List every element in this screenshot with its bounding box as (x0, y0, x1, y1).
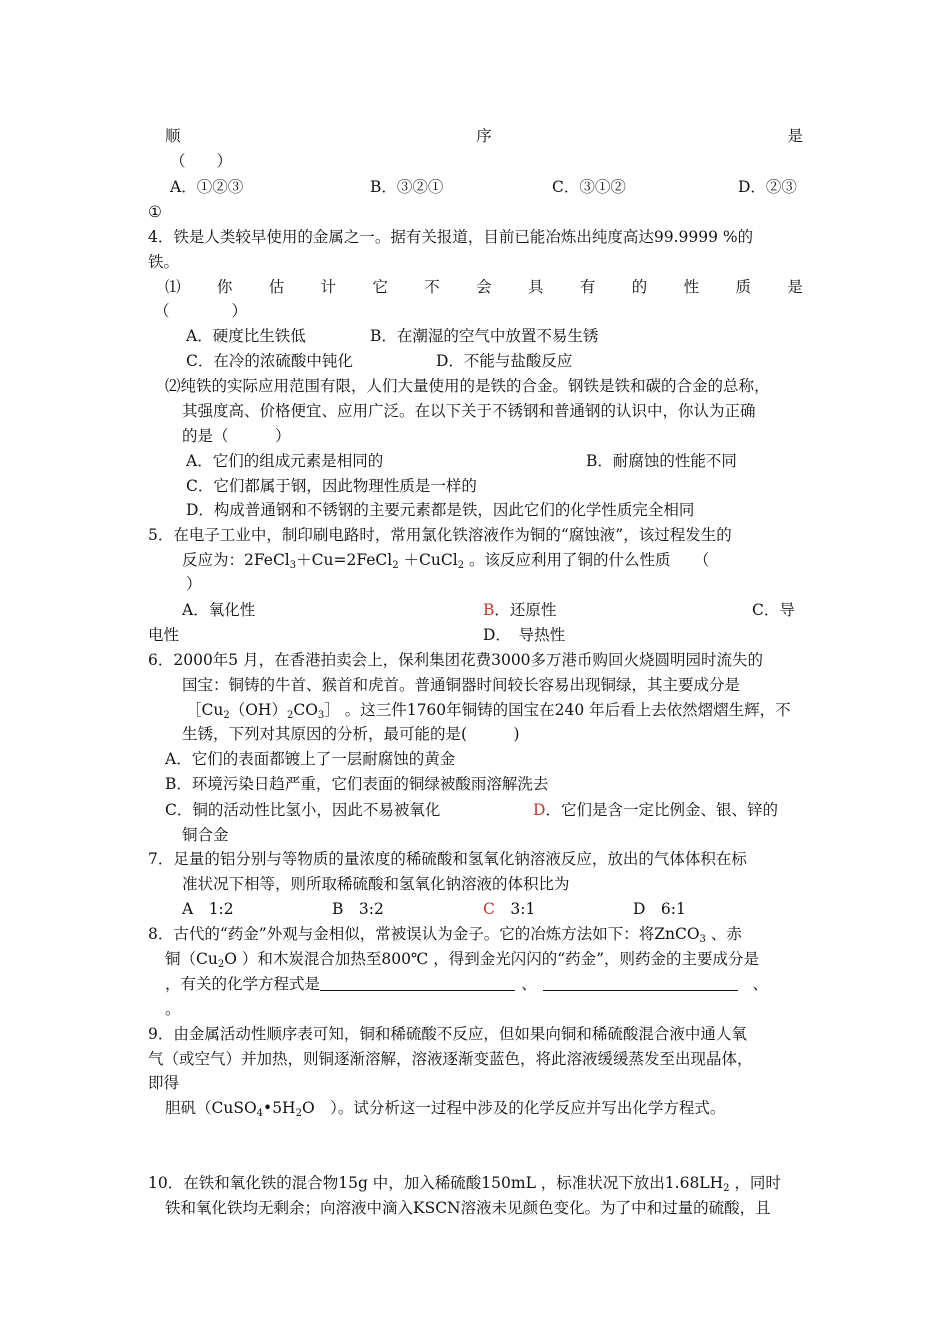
q4-p1-option-a: A．硬度比生铁低 (186, 327, 306, 345)
q10-stem-line1: 10．在铁和氧化铁的混合物15g 中，加入稀硫酸150mL ，标准状况下放出$1.68LH_2$ ，同时 (148, 1174, 781, 1194)
q7-stem-line2: 准状况下相等，则所取稀硫酸和氢氧化钠溶液的体积比为 (182, 875, 570, 893)
q4-p2-option-d: D．构成普通钢和不锈钢的主要元素都是铁，因此它们的化学性质完全相同 (186, 501, 695, 519)
q4-p1-char: 具 (528, 278, 544, 296)
q6-stem-line1: 6．2000年5 月，在香港拍卖会上，保利集团花费3000多万港币购回火烧圆明园时流失的 (148, 651, 764, 669)
q5-option-c: C．导 (752, 601, 795, 619)
q6-stem-line2: 国宝：铜铸的牛首、猴首和虎首。普通铜器时间较长容易出现铜绿，其主要成分是 (182, 676, 741, 694)
q3-option-a: A．①②③ (170, 178, 244, 196)
q3-option-d-tail: ① (148, 203, 162, 221)
q5-stem-line1: 5．在电子工业中，制印刷电路时，常用氯化铁溶液作为铜的“腐蚀液”，该过程发生的 (148, 526, 732, 544)
q6-option-b: B．环境污染日趋严重，它们表面的铜绿被酸雨溶解洗去 (165, 775, 549, 793)
q5-option-b: B．还原性 (483, 601, 557, 619)
q4-p1-char: 会 (476, 278, 492, 296)
q4-part1-stem-justified (165, 277, 803, 297)
q6-option-d: D．它们是含一定比例金、银、锌的 (533, 801, 778, 819)
q5-answer-mark: B (483, 601, 495, 619)
q5-option-a: A．氧化性 (182, 601, 256, 619)
q3-option-d: D．②③ (738, 178, 797, 196)
q4-p1-char: 有 (579, 278, 596, 296)
q4-p1-char: 性 (683, 278, 700, 296)
q4-part1-paren: （ ） (154, 302, 248, 320)
q9-stem-line1: 9．由金属活动性顺序表可知，铜和稀硫酸不反应，但如果向铜和稀硫酸混合液中通人氧 (148, 1025, 747, 1043)
q4-p1-option-c: C．在冷的浓硫酸中钝化 (186, 352, 353, 370)
q8-stem-line4: 。 (165, 1000, 181, 1018)
q4-p1-char: 质 (735, 278, 751, 296)
q4-stem-line2: 铁。 (148, 253, 180, 271)
q7-option-b: B 3:2 (332, 900, 384, 918)
q4-p2-option-b: B．耐腐蚀的性能不同 (586, 452, 737, 470)
q3-stem-justified (165, 126, 803, 146)
q3-char: 序 (476, 127, 492, 145)
q7-option-a: A 1:2 (182, 900, 234, 918)
q8-stem-line3: ，有关的化学方程式是 、 、 (165, 975, 769, 993)
q5-stem-line2: 反应为：2FeCl$_3$＋Cu=2FeCl$_2$ ＋CuCl$_2$ 。该反应利用了铜的什么性质 （ (182, 551, 710, 571)
q4-p1-char: 你 (216, 278, 233, 296)
q6-answer-mark: D (533, 801, 546, 819)
q4-p1-char: 计 (320, 278, 337, 296)
q8-stem-line1: 8．古代的“药金”外观与金相似，常被误认为金子。它的冶炼方法如下：将ZnCO$_3$ 、赤 (148, 925, 742, 945)
q5-stem-line3: ） (186, 575, 202, 593)
q9-stem-line3: 即得 (148, 1074, 180, 1092)
q3-char: 是 (787, 127, 803, 145)
q6-stem-line4: 生锈，下列对其原因的分析，最可能的是( ) (182, 725, 520, 743)
q7-answer-mark: C (483, 900, 495, 918)
q9-stem-line4: 胆矾（$CuSO_4•5H_2O$ ）。试分析这一过程中涉及的化学反应并写出化学方程式。 (165, 1099, 726, 1119)
q4-p1-char: 不 (424, 278, 440, 296)
q4-part2-line2: 其强度高、价格便宜、应用广泛。在以下关于不锈钢和普通钢的认识中，你认为正确 (182, 402, 756, 420)
q8-stem-line2: 铜（$Cu_2O$ ）和木炭混合加热至800℃ ，得到金光闪闪的“药金”，则药金的主要成分是 (165, 950, 760, 970)
q8-answer-blank-1[interactable] (320, 976, 515, 991)
q8-answer-blank-2[interactable] (543, 976, 738, 991)
q6-option-c: C．铜的活动性比氢小，因此不易被氧化 (165, 801, 441, 819)
q4-p2-option-a: A．它们的组成元素是相同的 (186, 452, 384, 470)
q4-p1-char: 的 (631, 278, 648, 296)
q4-p2-option-c: C．它们都属于钢，因此物理性质是一样的 (186, 477, 477, 495)
q4-part2-line1: ⑵纯铁的实际应用范围有限，人们大量使用的是铁的合金。钢铁是铁和碳的合金的总称， (165, 377, 770, 395)
q4-p1-option-d: D．不能与盐酸反应 (436, 352, 573, 370)
q4-p1-option-b: B．在潮湿的空气中放置不易生锈 (370, 327, 599, 345)
q7-option-d: D 6:1 (633, 900, 686, 918)
q6-stem-line3: $[Cu_2(OH)_2CO_3]$ 。这三件1760年铜铸的国宝在240 年后看上去依然熠熠生辉，不 (186, 701, 791, 721)
q3-char: 顺 (165, 127, 181, 145)
q4-part2-line3: 的是（ ） (182, 427, 291, 445)
q4-p1-char: 估 (268, 278, 285, 296)
q6-option-d-tail: 铜合金 (182, 826, 229, 844)
q4-stem-line1: 4．铁是人类较早使用的金属之一。据有关报道，目前已能冶炼出纯度高达99.9999 %的 (148, 228, 754, 246)
q3-answer-paren: （ ） (170, 152, 233, 170)
q4-p1-char: 它 (372, 278, 388, 296)
q10-stem-line2: 铁和氧化铁均无剩余；向溶液中滴入KSCN溶液未见颜色变化。为了中和过量的硫酸，且 (165, 1199, 771, 1217)
q7-option-c: C 3:1 (483, 900, 536, 918)
q4-p1-char: ⑴ (165, 278, 181, 296)
q5-option-d: D． 导热性 (483, 626, 566, 644)
q5-option-c-tail: 电性 (148, 626, 180, 644)
q6-option-a: A．它们的表面都镀上了一层耐腐蚀的黄金 (165, 750, 456, 768)
q9-stem-line2: 气（或空气）并加热，则铜逐渐溶解，溶液逐渐变蓝色，将此溶液缓缓蒸发至出现晶体， (148, 1050, 753, 1068)
q3-option-b: B．③②① (370, 178, 444, 196)
q4-p1-char: 是 (787, 278, 803, 296)
q7-stem-line1: 7．足量的铝分别与等物质的量浓度的稀硫酸和氢氧化钠溶液反应，放出的气体体积在标 (148, 850, 747, 868)
q3-option-c: C．③①② (552, 178, 626, 196)
